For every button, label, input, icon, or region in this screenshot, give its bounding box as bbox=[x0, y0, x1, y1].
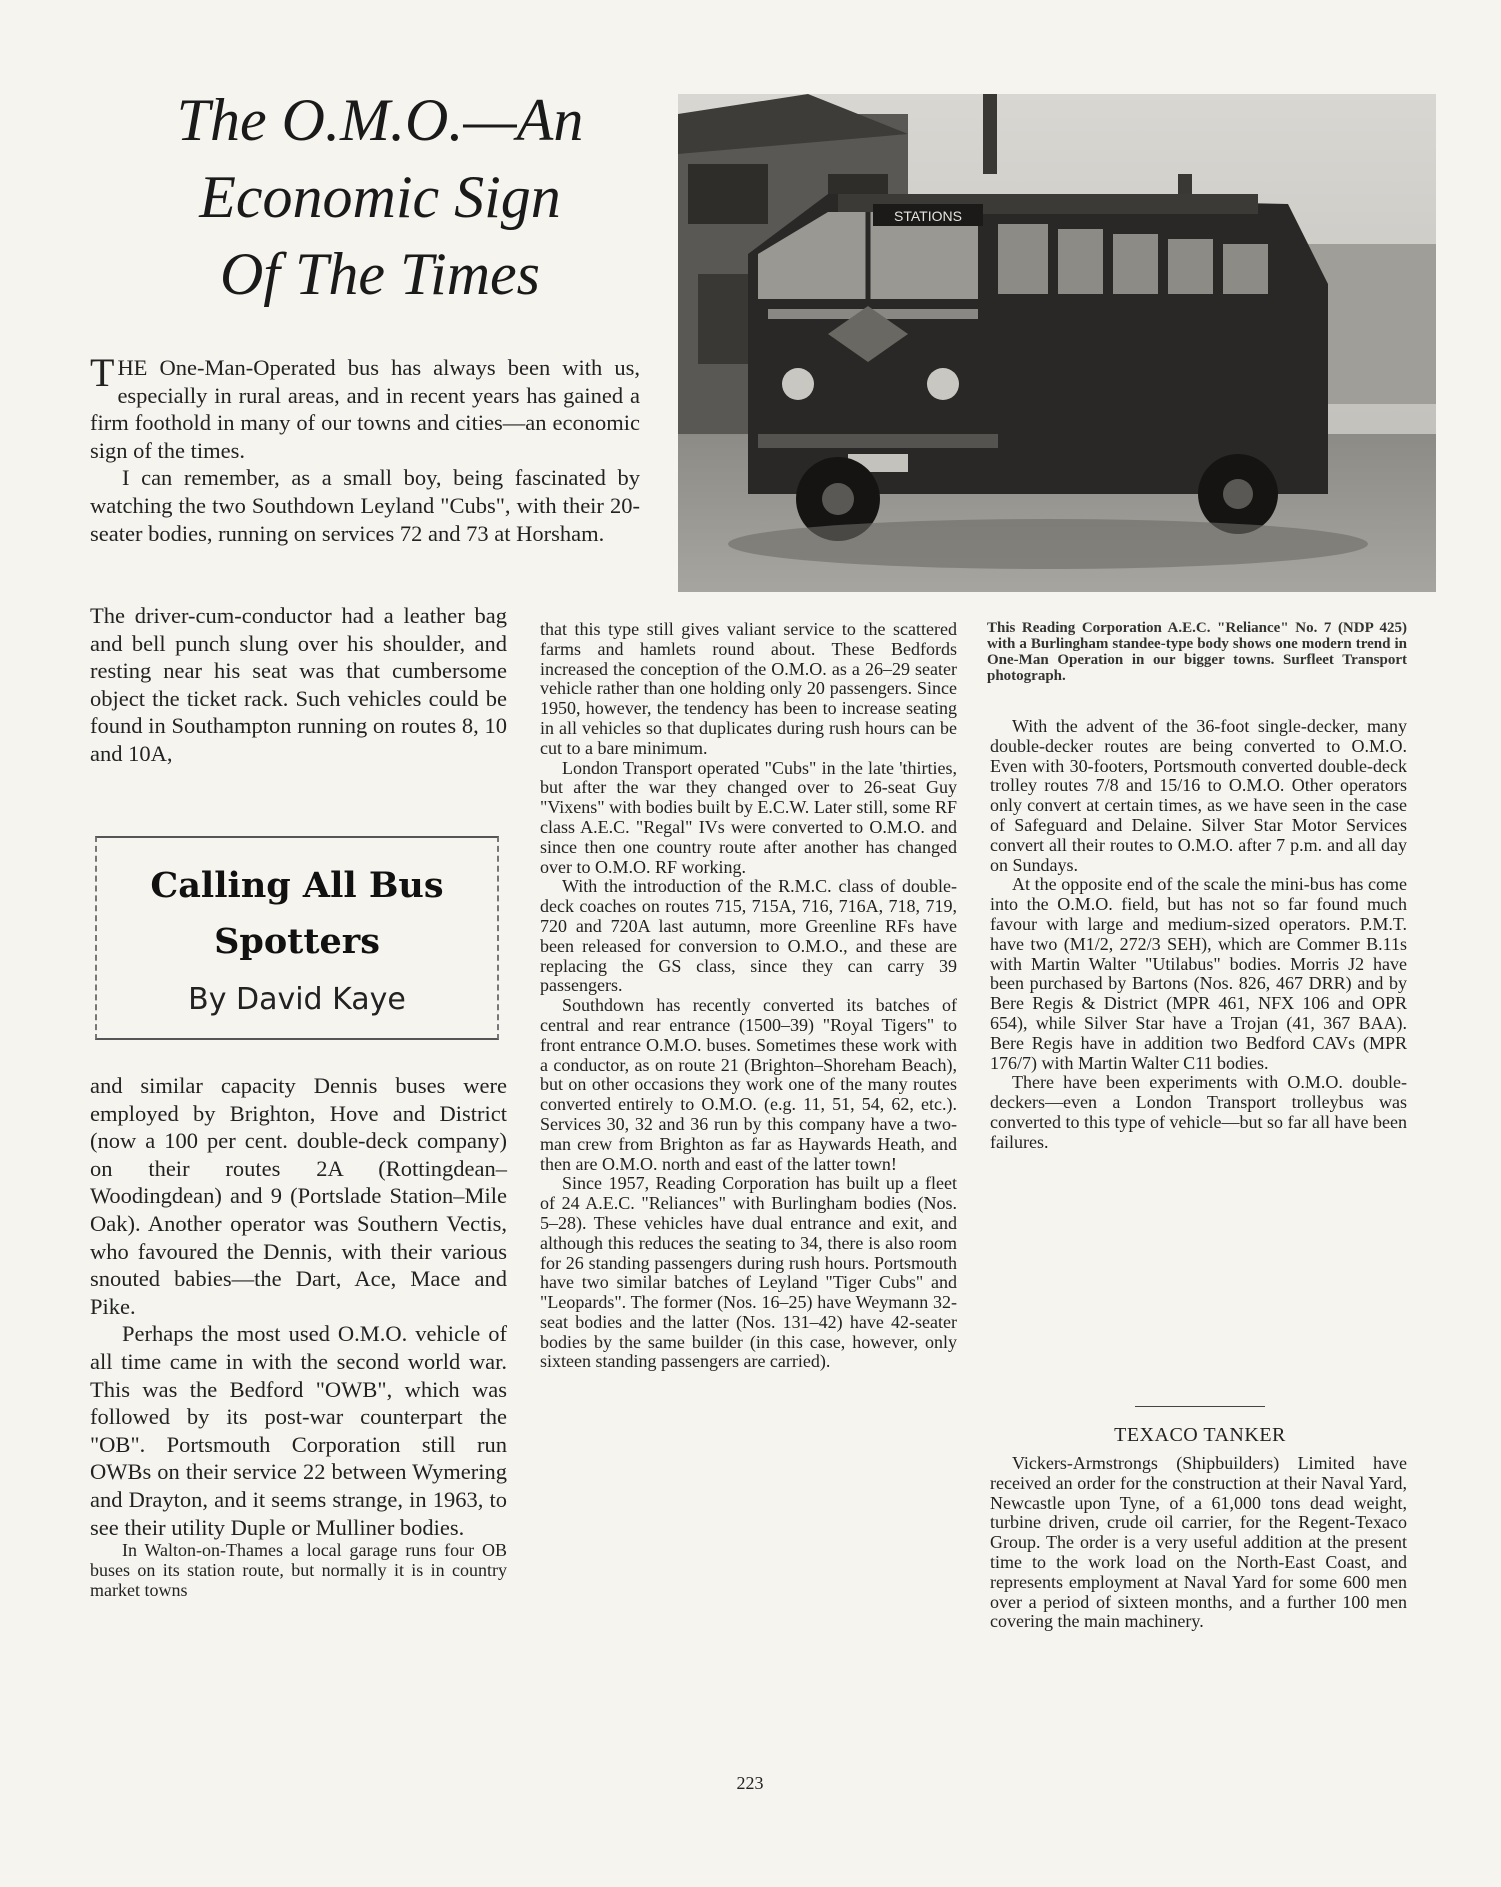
column-2 bbox=[540, 620, 957, 1372]
column-1-paragraph-3: In Walton-on-Thames a local garage runs four OB buses on its station route, but normally it is in country market towns bbox=[90, 1540, 507, 1600]
texaco-heading: TEXACO TANKER bbox=[1114, 1424, 1286, 1446]
column-3-paragraph-2: At the opposite end of the scale the mini-bus has come into the O.M.O. field, but has not so far found much favour with large and medium-sized operators. P.M.T. have two (M1/2, 272/3 SEH), which are Commer B.11s with Martin Walter "Utilabus" bodies. Morris J2 have been purchased by Bartons (Nos. 826, 467 DRR) and by Bere Regis & District (MPR 461, NFX 106 and OPR 654), while Silver Star have a Trojan (41, 367 BAA). Bere Regis have in addition two Bedford CAVs (MPR 176/7) with Martin Walter C11 bodies. bbox=[990, 874, 1407, 1073]
intro-paragraphs bbox=[90, 350, 640, 547]
intro-paragraph-2: I can remember, as a small boy, being fascinated by watching the two Southdown Leyland "Cubs", with their 20-seater bodies, running on services 72 and 73 at Horsham. bbox=[90, 465, 640, 546]
column-3 bbox=[990, 717, 1407, 1153]
column-1-bottom bbox=[90, 1072, 507, 1600]
box-heading bbox=[97, 858, 497, 970]
title-line-2: Economic Sign bbox=[199, 164, 561, 230]
article-title bbox=[100, 82, 660, 313]
column-3-paragraph-1: With the advent of the 36-foot single-decker, many double-decker routes are being converted to O.M.O. Even with 30-footers, Portsmouth converted double-deck trolley routes 7/8 and 15/16 to O.M.O. Other operators only convert at certain times, as we have seen in the case of Safeguard and Delaine. Silver Star Motor Services convert all their routes to O.M.O. after 7 p.m. and all day on Sundays. bbox=[990, 716, 1407, 875]
title-line-1: The O.M.O.—An bbox=[176, 87, 584, 153]
column-3-paragraph-3: There have been experiments with O.M.O. double-deckers—even a London Transport trolleybus was converted to this type of vehicle—but so far all have been failures. bbox=[990, 1072, 1407, 1152]
box-heading-line-1: Calling All Bus bbox=[150, 865, 444, 906]
section-divider bbox=[1135, 1406, 1265, 1407]
column-1-top: The driver-cum-conductor had a leather bag and bell punch slung over his shoulder, and resting near his seat was that cumbersome object the ticket rack. Such vehicles could be found in Southampton running on routes 8, 10 and 10A, bbox=[90, 603, 507, 766]
author-byline: By David Kaye bbox=[188, 982, 406, 1017]
column-2-paragraph-2: London Transport operated "Cubs" in the late 'thirties, but after the war they changed over to 26-seat Guy "Vixens" with bodies built by E.C.W. Later still, some RF class A.E.C. "Regal" IVs were converted to O.M.O. and since then one country route after another has changed over to O.M.O. RF working. bbox=[540, 757, 957, 877]
column-2-paragraph-5: Since 1957, Reading Corporation has built up a fleet of 24 A.E.C. "Reliances" with Burlingham bodies (Nos. 5–28). These vehicles have dual entrance and exit, and although this reduces the seating to 34, there is also room for 26 standing passengers during rush hours. Portsmouth have two similar batches of Leyland "Tiger Cubs" and "Leopards". The former (Nos. 16–25) have Weymann 32-seat bodies and the latter (Nos. 131–42) have 42-seater bodies by the same builder (in this case, however, only sixteen standing passengers are carried). bbox=[540, 1173, 957, 1372]
column-2-paragraph-4: Southdown has recently converted its batches of central and rear entrance (1500–39) "Royal Tigers" to front entrance O.M.O. buses. Sometimes these work with a conductor, as on route 21 (Brighton–Shoreham Beach), but on other occasions they work one of the many routes converted entirely to O.M.O. (e.g. 11, 51, 54, 62, etc.). Services 30, 32 and 36 run by this company have a two-man crew from Brighton as far as Haywards Heath, and then are O.M.O. north and east of the latter town! bbox=[540, 995, 957, 1174]
intro-paragraph-1 bbox=[90, 350, 640, 464]
box-heading-line-2: Spotters bbox=[214, 921, 380, 962]
destination-blind: STATIONS bbox=[894, 208, 962, 224]
texaco-body: Vickers-Armstrongs (Shipbuilders) Limited have received an order for the construction at their Naval Yard, Newcastle upon Tyne, of a 61,000 tons dead weight, turbine driven, crude oil carrier, for the Regent-Texaco Group. The order is a very useful addition at the present time to the work load on the North-East Coast, and represents employment at Naval Yard for some 600 men over a period of sixteen months, and a further 100 men covering the main machinery. bbox=[990, 1453, 1407, 1632]
title-line-3: Of The Times bbox=[219, 241, 541, 307]
bus-photograph bbox=[678, 94, 1436, 592]
column-1-paragraph-1: and similar capacity Dennis buses were employed by Brighton, Hove and District (now a 100 per cent. double-deck company) on their routes 2A (Rottingdean–Woodingdean) and 9 (Portslade Station–Mile Oak). Another operator was Southern Vectis, who favoured the Dennis, with their various snouted babies—the Dart, Ace, Mace and Pike. bbox=[90, 1073, 507, 1319]
bus-photo-illustration bbox=[678, 94, 1436, 592]
photo-caption: This Reading Corporation A.E.C. "Reliance" No. 7 (NDP 425) with a Burlingham standee-type body shows one modern trend in One-Man Operation in our bigger towns. Surfleet Transport photograph. bbox=[987, 620, 1407, 684]
drop-cap: T bbox=[90, 350, 115, 395]
column-1-paragraph-2: Perhaps the most used O.M.O. vehicle of all time came in with the second world war. This was the Bedford "OWB", which was followed by its post-war counterpart the "OB". Portsmouth Corporation still run OWBs on their service 22 between Wymering and Drayton, and it seems strange, in 1963, to see their utility Duple or Mulliner bodies. bbox=[90, 1321, 507, 1540]
intro-paragraph-1-text: HE One-Man-Operated bus has always been with us, especially in rural areas, and in recent years has gained a firm foothold in many of our towns and cities—an economic sign of the times. bbox=[90, 355, 640, 463]
column-2-paragraph-1: that this type still gives valiant service to the scattered farms and hamlets round about. These Bedfords increased the conception of the O.M.O. as a 26–29 seater vehicle rather than one holding only 20 passengers. Since 1950, however, the tendency has been to increase seating in all vehicles so that duplicates during rush hours can be cut to a bare minimum. bbox=[540, 619, 957, 758]
column-2-paragraph-3: With the introduction of the R.M.C. class of double-deck coaches on routes 715, 715A, 716, 716A, 718, 719, 720 and 720A last autumn, more Greenline RFs have been released for conversion to O.M.O., and these are replacing the GS class, since they can carry 39 passengers. bbox=[540, 876, 957, 996]
page-number: 223 bbox=[736, 1773, 764, 1793]
byline-box bbox=[95, 836, 499, 1040]
